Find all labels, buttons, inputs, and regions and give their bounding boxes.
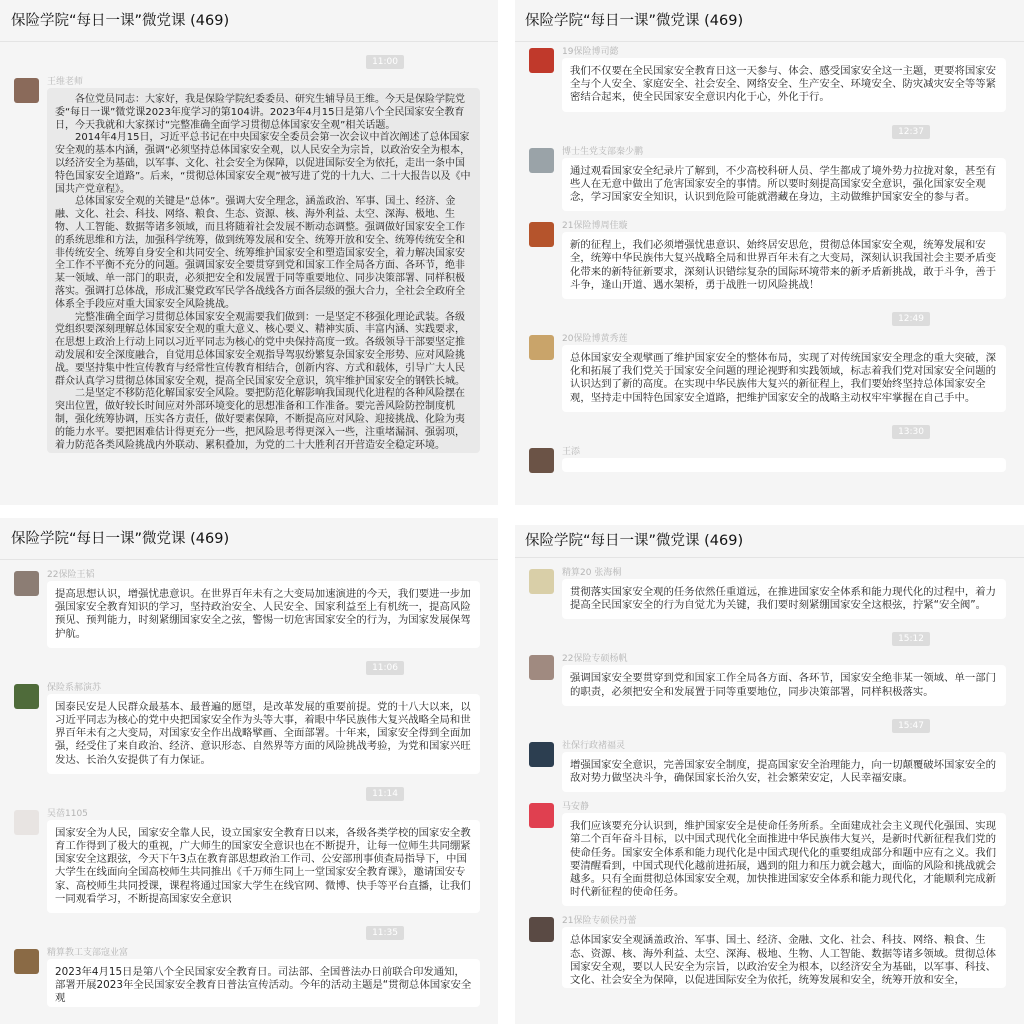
message-content <box>562 334 1010 412</box>
panel-bottom-right <box>515 525 1024 1024</box>
message <box>14 77 484 453</box>
panel-bottom-left <box>0 518 498 1024</box>
timestamp-label: 12:49 <box>892 312 930 326</box>
message-bubble[interactable] <box>562 927 1006 988</box>
message-paragraph: 强调国家安全要贯穿到党和国家工作全局各方面、各环节，国家安全绝非某一领域、单一部门的职责，必须把安全和发展置于同等重要地位，同步决策部署，同样积极落实。 <box>570 672 997 698</box>
message-paragraph: 我们不仅要在全民国家安全教育日这一天参与、体会、感受国家安全这一主题，更要将国家安全与个人安全、家庭安全、社会安全、网络安全、生产安全、环境安全、防灾减灾安全等等紧密结合起来，使全民国家安全意识内化于心，外化于行。 <box>570 65 997 104</box>
message <box>529 568 1010 619</box>
message-bubble[interactable] <box>562 158 1006 212</box>
avatar[interactable] <box>14 78 39 103</box>
timestamp-label: 15:47 <box>892 719 930 733</box>
sender-name: 马安静 <box>562 802 590 813</box>
sender-name: 王维老师 <box>47 77 84 87</box>
message-bubble[interactable] <box>562 665 1006 705</box>
message-content <box>562 47 1010 112</box>
message-paragraph: 总体国家安全观涵盖政治、军事、国土、经济、金融、文化、社会、科技、网络、粮食、生态、资源、核、海外利益、太空、深海、极地、生物、人工智能、数据等诸多领域。贯彻总体国家安全观，要以人民安全为宗旨，以政治安全为根本，以经济安全为基础，以军事、科技、文化、社会安全为保障，以促进国际安全为依托，统筹发展和安全，统筹开放和安全， <box>570 934 997 987</box>
message-content <box>47 570 484 648</box>
timestamp <box>14 55 484 69</box>
message-bubble[interactable] <box>562 458 1006 472</box>
avatar[interactable] <box>14 949 39 974</box>
sender-name: 精算教工支部寇业富 <box>47 948 129 959</box>
chat-title: 保险学院“每日一课”微党课 (469) <box>515 525 1024 558</box>
sender-name: 19保险博司懿 <box>562 47 619 57</box>
message <box>529 221 1010 299</box>
message-paragraph: 国泰民安是人民群众最基本、最普遍的愿望，是改革发展的重要前提。党的十八大以来，以习近平同志为核心的党中央把国家安全作为头等大事，着眼中华民族伟大复兴战略全局和世界百年未有之大变局，对国家安全作出战略擘画、全面部署。十年来，国家安全得到全面加强，经受住了来自政治、经济、意识形态、自然界等方面的风险挑战考验，为党和国家兴旺发达、长治久安提供了有力保证。 <box>55 700 471 766</box>
message <box>529 147 1010 212</box>
avatar[interactable] <box>529 335 554 360</box>
message-bubble[interactable] <box>47 959 480 1007</box>
message-content <box>562 221 1010 299</box>
message-bubble[interactable] <box>47 694 480 774</box>
message <box>529 741 1010 792</box>
timestamp <box>529 425 1010 439</box>
timestamp <box>14 661 484 675</box>
message-list[interactable] <box>515 47 1024 473</box>
sender-name: 21保险专硕侯丹蕾 <box>562 916 637 927</box>
panel-top-right <box>515 0 1024 505</box>
message-bubble[interactable] <box>562 579 1006 619</box>
chat-title: 保险学院“每日一课”微党课 (469) <box>515 0 1024 42</box>
message <box>529 334 1010 412</box>
avatar[interactable] <box>529 148 554 173</box>
timestamp <box>529 632 1010 646</box>
panel-top-left <box>0 0 498 505</box>
message-content <box>562 147 1010 212</box>
message-paragraph: 提高思想认识，增强忧患意识。在世界百年未有之大变局加速演进的今天，我们要进一步加强国家安全教育知识的学习，坚持政治安全、人民安全、国家利益至上有机统一，提高风险预见、预判能力，时刻紧绷国家安全之弦，警惕一切危害国家安全的行为，为国家发展保驾护航。 <box>55 588 471 640</box>
avatar[interactable] <box>529 917 554 942</box>
timestamp <box>14 787 484 801</box>
chat-title: 保险学院“每日一课”微党课 (469) <box>0 518 498 560</box>
timestamp <box>14 926 484 940</box>
timestamp <box>529 719 1010 733</box>
avatar[interactable] <box>14 571 39 596</box>
message <box>529 916 1010 988</box>
message <box>529 447 1010 473</box>
message-content <box>47 809 484 913</box>
message-content <box>47 683 484 774</box>
sender-name: 保险系郝演苏 <box>47 682 102 693</box>
message-bubble[interactable] <box>47 88 480 453</box>
avatar[interactable] <box>529 742 554 767</box>
message-content <box>562 802 1010 906</box>
sender-name: 22保险王韬 <box>47 570 95 580</box>
message-paragraph: 总体国家安全观擘画了维护国家安全的整体布局，实现了对传统国家安全理念的重大突破，深化和拓展了我们党关于国家安全问题的理论视野和实践领域，标志着我们党对国家安全问题的认识达到了新的高度。在实现中华民族伟大复兴的新征程上，我们要始终坚持总体国家安全观，坚持走中国特色国家安全道路，把维护国家安全的战略主动权牢牢掌握在自己手中。 <box>570 352 997 404</box>
message-content <box>562 568 1010 619</box>
message-content <box>562 654 1010 705</box>
avatar[interactable] <box>529 569 554 594</box>
message-paragraph: 贯彻落实国家安全观的任务依然任重道远，在推进国家安全体系和能力现代化的过程中，着力提高全民国家安全的行为自觉尤为关键，我们要时刻紧绷国家安全这根弦，拧紧“安全阀”。 <box>570 586 997 612</box>
sender-name: 博士生党支部秦少鹏 <box>562 146 644 157</box>
message-paragraph: 通过观看国家安全纪录片了解到，不少高校科研人员、学生都成了境外势力拉拢对象，甚至有些人在无意中做出了危害国家安全的事情。所以要时刻提高国家安全意识，强化国家安全观念，学习国家安全知识，认识到危险可能就潜藏在身边，主动做维护国家安全的参与者。 <box>570 164 997 204</box>
timestamp-label: 13:30 <box>892 425 930 439</box>
timestamp <box>529 125 1010 139</box>
message-content <box>562 447 1010 473</box>
sender-name: 精算20 张海桐 <box>562 568 622 578</box>
message-paragraph: 我们应该要充分认识到，维护国家安全是使命任务所系。全面建成社会主义现代化强国、实现第二个百年奋斗目标，以中国式现代化全面推进中华民族伟大复兴，是新时代新征程我们党的使命任务。国家安全体系和能力现代化是中国式现代化的重要组成部分和题中应有之义。我们要清醒看到，中国式现代化越前进拓展，遇到的阻力和压力就会越大，面临的风险和挑战就会越多。只有全面贯彻总体国家安全观，加快推进国家安全体系和能力现代化，才能顺利完成新时代新征程的使命任务。 <box>570 820 997 899</box>
sender-name: 吴蓓1105 <box>47 808 88 819</box>
avatar[interactable] <box>529 655 554 680</box>
message-bubble[interactable] <box>47 581 480 648</box>
avatar[interactable] <box>14 684 39 709</box>
avatar[interactable] <box>529 448 554 473</box>
message-list[interactable] <box>0 570 498 1007</box>
message-content <box>47 948 484 1007</box>
message-bubble[interactable] <box>562 813 1006 906</box>
message-content <box>562 741 1010 792</box>
message-paragraph: 新的征程上，我们必须增强忧患意识、始终居安思危，贯彻总体国家安全观，统筹发展和安全，统筹中华民族伟大复兴战略全局和世界百年未有之大变局，深刻认识我国社会主要矛盾变化带来的新特征新要求，深刻认识错综复杂的国际环境带来的新矛盾新挑战，敢于斗争，善于斗争，逢山开道、遇水架桥，勇于战胜一切风险挑战！ <box>570 239 997 291</box>
timestamp-label: 11:06 <box>366 661 404 675</box>
sender-name: 王添 <box>562 446 581 457</box>
message-bubble[interactable] <box>47 820 480 913</box>
message-paragraph: 完整准确全面学习贯彻总体国家安全观需要我们做到：一是坚定不移强化理论武装。各级党组织要深刻理解总体国家安全观的重大意义、核心要义、精神实质、丰富内涵、实践要求，在思想上政治上行动上同以习近平同志为核心的党中央保持高度一致。各级领导干部要坚定推动发展和安全深度融合，自觉用总体国家安全观指导驾驭纷繁复杂国家安全形势、应对风险挑战。要坚持集中性宣传教育与经常性宣传教育相结合，创新内容、方式和载体，引导广大人民群众认真学习贯彻总体国家安全观，提高全民国家安全意识，筑牢维护国家安全的钢铁长城。 <box>55 311 465 387</box>
message-paragraph: 增强国家安全意识，完善国家安全制度，提高国家安全治理能力，向一切颠覆破坏国家安全的敌对势力做坚决斗争，确保国家长治久安，社会繁荣安定，人民幸福安康。 <box>570 758 997 785</box>
message-bubble[interactable] <box>562 232 1006 299</box>
message-paragraph: 2023年4月15日是第八个全民国家安全教育日。司法部、全国普法办日前联合印发通知，部署开展2023年全民国家安全教育日普法宣传活动。今年的活动主题是“贯彻总体国家安全观 <box>55 966 472 1005</box>
message <box>529 47 1010 112</box>
timestamp-label: 11:14 <box>366 787 404 801</box>
sender-name: 社保行政褚福灵 <box>562 740 626 751</box>
chat-title: 保险学院“每日一课”微党课 (469) <box>0 0 498 42</box>
message <box>14 948 484 1007</box>
avatar[interactable] <box>529 48 554 73</box>
message-bubble[interactable] <box>562 752 1006 792</box>
avatar[interactable] <box>529 803 554 828</box>
message <box>529 654 1010 705</box>
timestamp-label: 15:12 <box>892 632 930 646</box>
message <box>14 570 484 648</box>
message-paragraph: 2014年4月15日，习近平总书记在中央国家安全委员会第一次会议中首次阐述了总体国家安全观的基本内涵，强调“必须坚持总体国家安全观，以人民安全为宗旨，以政治安全为根本，以经济安全为基础，以军事、文化、社会安全为保障，以促进国际安全为依托，走出一条中国特色国家安全道路”。后来，“贯彻总体国家安全观”被写进了党的十九大、二十大报告以及《中国共产党章程》。 <box>55 132 471 195</box>
message-paragraph: 各位党员同志：大家好，我是保险学院纪委委员、研究生辅导员王维。今天是保险学院党委“每日一课”微党课2023年度学习的第104讲。2023年4月15日是第八个全民国家安全教育日，今天我就和大家探讨“完整准确全面学习贯彻总体国家安全观”相关话题。 <box>55 94 465 131</box>
timestamp-label: 11:35 <box>366 926 404 940</box>
message-list[interactable] <box>0 55 498 453</box>
sender-name: 21保险博周佳璇 <box>562 221 628 232</box>
message <box>14 809 484 913</box>
message-paragraph: 二是坚定不移防范化解国家安全风险。要把防范化解影响我国现代化进程的各种风险摆在突出位置，做好较长时间应对外部环境变化的思想准备和工作准备。要完善风险防控制度机制，强化统筹协调，压实各方责任，做好要素保障，不断提高应对风险、迎接挑战、化险为夷的能力水平。要把困难估计得更充分一些，把风险思考得更深入一些，注重堵漏洞、强弱项，着力防范各类风险挑战内外联动、累积叠加，为党的二十大胜利召开营造安全稳定环境。 <box>55 388 465 451</box>
message-paragraph: 国家安全为人民，国家安全靠人民，设立国家安全教育日以来，各级各类学校的国家安全教育工作得到了极大的重视，广大师生的国家安全意识也在不断提升，让每一位师生共同绷紧国家安全这跟弦，今天下午3点在教育部思想政治工作司、公安部刑事侦查局指导下，中国大学生在线面向全国高校师生共同推出《千万师生同上一堂国家安全教育课》，邀请国安专家、高校师生共同授课，课程将通过国家大学生在线官网、微博、快手等平台直播，让我们一同观看学习，不断提高国家安全意识 <box>55 826 471 905</box>
avatar[interactable] <box>529 222 554 247</box>
message-content <box>47 77 484 453</box>
message-paragraph <box>570 465 998 471</box>
message-content <box>562 916 1010 988</box>
message-paragraph: 总体国家安全观的关键是“总体”。强调大安全理念，涵盖政治、军事、国土、经济、金融、文化、社会、科技、网络、粮食、生态、资源、核、海外利益、太空、深海、极地、生物、人工智能、数据等诸多领域，而且将随着社会发展不断动态调整。强调做好国家安全工作的系统思维和方法，加强科学统筹，做到统筹发展和安全、统筹开放和安全、统筹传统安全和非传统安全、统筹自身安全和共同安全、统筹维护国家安全和塑造国家安全，着力解决国家安全工作不平衡不充分的问题。强调国家安全要贯穿到党和国家工作全局各方面、各环节，绝非某一领域、单一部门的职责，必须把安全和发展置于同等重要地位、同步决策部署、同样积极落实。强调打总体战，形成汇聚党政军民学各战线各方面各层级的强大合力，全社会全政府全体系全手段应对重大国家安全风险挑战。 <box>55 196 465 310</box>
message-list[interactable] <box>515 568 1024 988</box>
sender-name: 22保险专硕杨帆 <box>562 654 628 665</box>
timestamp <box>529 312 1010 326</box>
sender-name: 20保险博黄秀莲 <box>562 334 628 345</box>
avatar[interactable] <box>14 810 39 835</box>
timestamp-label: 11:00 <box>366 55 404 69</box>
message <box>529 802 1010 906</box>
timestamp-label: 12:37 <box>892 125 930 139</box>
message-bubble[interactable] <box>562 58 1006 112</box>
message-bubble[interactable] <box>562 345 1006 412</box>
message <box>14 683 484 774</box>
